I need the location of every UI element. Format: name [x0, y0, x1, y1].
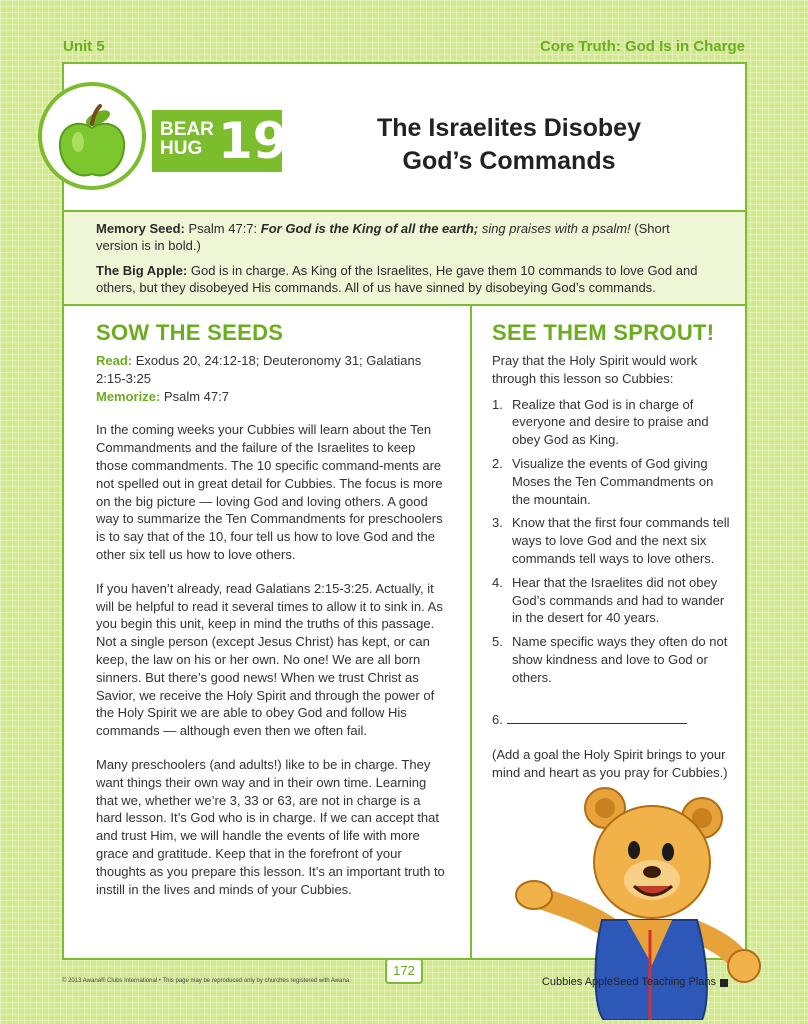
- badge-bear-text: BEAR: [160, 119, 214, 140]
- big-apple-text: God is in charge. As King of the Israelites, He gave them 10 commands to love God and others, but they disobeyed His commands. All of us have sinned by disobeying God’s commands.: [96, 263, 698, 295]
- badge-number: 19: [218, 112, 288, 170]
- step-text: Visualize the events of God giving Moses the Ten Commandments on the mountain.: [512, 455, 714, 507]
- memorize-line: [96, 388, 446, 406]
- sow-heading: SOW THE SEEDS: [96, 320, 284, 345]
- blank-goal-field: [507, 712, 687, 724]
- book-title: Cubbies AppleSeed Teaching Plans: [541, 976, 716, 988]
- step-text: Know that the first four commands tell ways to love God and the next six commands tell ways to love others.: [512, 515, 730, 566]
- big-apple: [96, 262, 715, 296]
- title-box: [64, 64, 745, 212]
- see-them-sprout-section: [492, 320, 732, 782]
- step-text: Hear that the Israelites did not obey God’s commands and had to wander in the desert for 40 years.: [512, 574, 725, 626]
- sow-paragraph-2: If you haven’t already, read Galatians 2:15-3:25. Actually, it will be helpful to read it several times to allow it to sink in. As you begin this unit, keep in mind the truths of this passage. Not a single person (except Jesus Christ) has kept, or can keep, the law on his or her own. No one! We are all born sinners. But there’s good news! When we trust Christ as Savior, we receive the Holy Spirit and through the power of the Holy Spirit we are able to obey God and follow His commands — although even then we often fail.: [96, 580, 443, 739]
- step-text: Name specific ways they often do not show kindness and love to God or others.: [512, 634, 728, 685]
- list-item: [492, 574, 732, 627]
- footer-square-icon: [720, 979, 728, 987]
- lesson-title-line2: God’s Commands: [402, 147, 616, 175]
- unit-label: Unit 5: [63, 38, 105, 55]
- blank-goal-number: 6.: [492, 711, 503, 727]
- core-truth-label: Core Truth: God Is in Charge: [539, 38, 745, 55]
- read-label: Read:: [96, 353, 133, 368]
- apple-badge: [38, 82, 146, 190]
- list-item: [492, 633, 732, 686]
- goal-note: (Add a goal the Holy Spirit brings to your mind and heart as you pray for Cubbies.): [492, 747, 728, 781]
- column-divider: [470, 306, 472, 960]
- list-item: [492, 396, 732, 449]
- sow-the-seeds-section: [96, 320, 446, 914]
- lesson-title-line1: The Israelites Disobey: [376, 114, 641, 142]
- memory-seed-label: Memory Seed:: [96, 221, 185, 236]
- bear-hug-badge: [152, 110, 288, 172]
- memory-seed: [96, 220, 715, 254]
- sprout-intro: Pray that the Holy Spirit would work through this lesson so Cubbies:: [492, 353, 698, 386]
- top-bar: [63, 38, 745, 58]
- memorize-label: Memorize:: [96, 388, 161, 404]
- step-number: 4.: [492, 574, 503, 590]
- sprout-steps: [492, 396, 732, 687]
- scripture-refs: [96, 352, 446, 405]
- step-number: 1.: [492, 396, 503, 412]
- memory-seed-box: [64, 210, 745, 306]
- step-number: 3.: [492, 515, 503, 531]
- sow-paragraph-1: In the coming weeks your Cubbies will learn about the Ten Commandments and the failure of the Israelites to keep those commandments. The 10 specific command-ments are not spelled out in great detail for Cubbies. The focus is more on the big picture — loving God and loving others. A good way to summarize the Ten Commandments for preschoolers is to say that of the 10, four tell us how to love God and the other six tell us how to love others.: [96, 422, 443, 562]
- page-number: 172: [385, 958, 423, 984]
- big-apple-label: The Big Apple:: [96, 263, 188, 278]
- list-item: [492, 455, 732, 508]
- blank-goal-line: [492, 711, 732, 729]
- step-number: 5.: [492, 634, 503, 650]
- read-text: Exodus 20, 24:12-18; Deuteronomy 31; Galatians 2:15-3:25: [96, 353, 422, 386]
- memorize-text: Psalm 47:7: [163, 388, 229, 404]
- memory-seed-ref: Psalm 47:7:: [188, 221, 258, 236]
- badge-hug-text: HUG: [160, 138, 203, 159]
- copyright-notice: © 2013 Awana® Clubs International • This page may be reproduced only by churches registered with Awana.: [62, 978, 351, 984]
- step-text: Realize that God is in charge of everyone and desire to praise and obey God as King.: [512, 396, 709, 448]
- step-number: 2.: [492, 455, 503, 471]
- memory-seed-rest: sing praises with a psalm!: [481, 221, 631, 236]
- sprout-heading: SEE THEM SPROUT!: [492, 320, 715, 345]
- list-item: [492, 514, 732, 567]
- apple-icon: [48, 88, 138, 184]
- read-line: [96, 352, 446, 388]
- memory-seed-bold: For God is the King of all the earth;: [260, 221, 479, 236]
- memory-seed-note: (Short version is in bold.): [96, 221, 670, 253]
- lesson-title: [324, 112, 694, 178]
- sow-paragraph-3: Many preschoolers (and adults!) like to be in charge. They want things their own way and in their own time. Learning that we, whether we’re 3, 33 or 63, are not in charge is a hard lesson. It’s God who is in charge. If we can accept that and trust Him, we will handle the events of life with more grace and gratitude. Keep that in the forefront of your thoughts as you prepare this lesson. It’s an important truth to instill in the lives and minds of your Cubbies.: [96, 756, 445, 897]
